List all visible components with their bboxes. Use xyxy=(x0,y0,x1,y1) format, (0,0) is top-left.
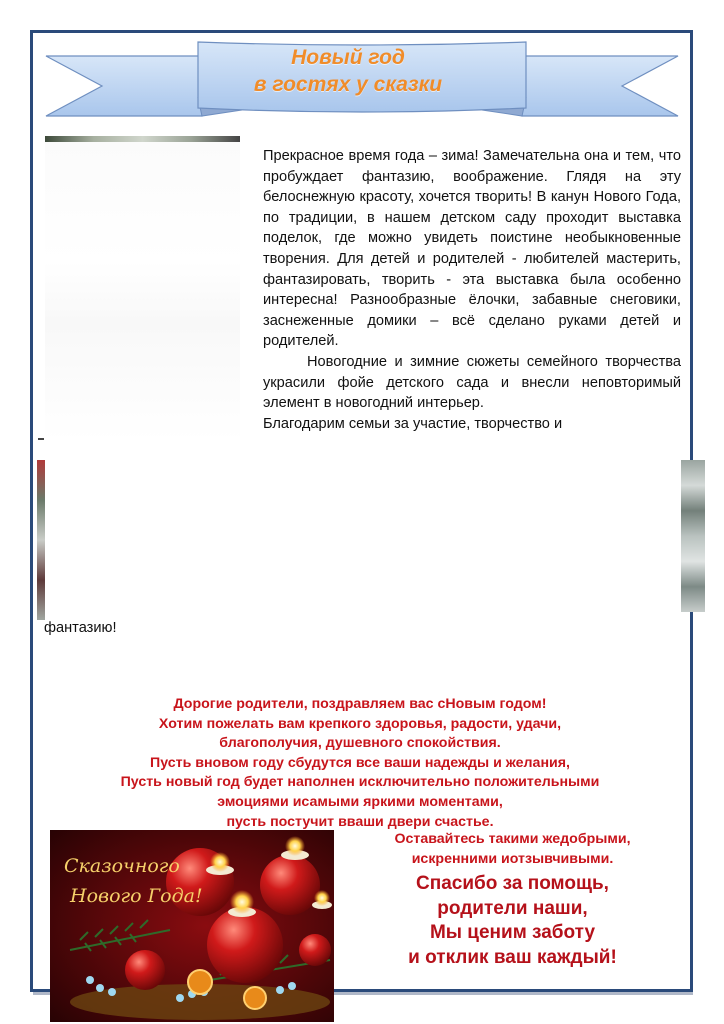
thanks-block xyxy=(360,872,665,970)
greeting-line: пусть постучит вваши двери счастье. xyxy=(226,813,494,830)
page-title xyxy=(198,44,498,98)
ornament-ball xyxy=(207,907,283,983)
greeting-line: Хотим пожелать вам крепкого здоровья, радости, удачи, xyxy=(158,715,562,732)
thanks-line: Мы ценим заботу xyxy=(429,922,596,943)
thanks-line: и отклик ваш каждый! xyxy=(408,946,617,968)
article-text xyxy=(263,146,681,434)
article-paragraph-3: Благодарим семьи за участие, творчество и xyxy=(263,415,563,432)
faded-photo xyxy=(45,142,240,442)
greeting-right-line: Оставайтесь такими жедобрыми, xyxy=(394,831,631,847)
photo-strip-right xyxy=(681,460,705,612)
greeting-block xyxy=(40,695,680,832)
greeting-line: Дорогие родители, поздравляем вас сНовым годом! xyxy=(173,696,547,712)
article-paragraph-1: Прекрасное время года – зима! Замечательна она и тем, что пробуждает фантазию, воображение. Глядя на эту белоснежную красоту, хочется творить! В канун Нового Года, по традиции, в нашем детском саду проходит выставка поделок, где можно увидеть поистине необыкновенные творения. Для детей и родителей - любителей мастерить, фантазировать, творить - эта выставка была особенно интересна! Разнообразные ёлочки, забавные снеговики, заснеженные домики – всё сделано руками детей и родителей. xyxy=(263,148,681,350)
greeting-line: эмоциями исамыми яркими моментами, xyxy=(217,793,503,810)
thanks-line: Спасибо за помощь, xyxy=(416,873,609,894)
greeting-line: благополучия, душевного спокойствия. xyxy=(219,735,501,752)
greeting-right-line: искренними иотзывчивыми. xyxy=(411,850,614,867)
ornament-ball xyxy=(260,855,320,915)
ornament-ball xyxy=(125,950,165,990)
title-line-2: в гостях у сказки xyxy=(253,73,443,96)
article-paragraph-2: Новогодние и зимние сюжеты семейного творчества украсили фойе детского сада и внесли неповторимый элемент в новогодний интерьер. xyxy=(263,353,681,412)
card-greeting-line-2: Нового Года! xyxy=(70,885,203,907)
greeting-line: Пусть новый год будет наполнен исключительно положительными xyxy=(120,774,600,791)
divider-tick xyxy=(38,438,44,440)
greeting-line: Пусть вновом году сбудутся все ваши надежды и желания, xyxy=(150,754,570,771)
article-tail: фантазию! xyxy=(44,620,117,636)
ornament-ball xyxy=(299,934,331,966)
photo-strip-left xyxy=(37,460,45,620)
thanks-line: родители наши, xyxy=(437,897,588,919)
card-greeting-line-1: Сказочного xyxy=(64,855,180,877)
new-year-card-image xyxy=(50,830,334,1022)
title-line-1: Новый год xyxy=(291,46,405,69)
greeting-right-block xyxy=(340,830,685,869)
